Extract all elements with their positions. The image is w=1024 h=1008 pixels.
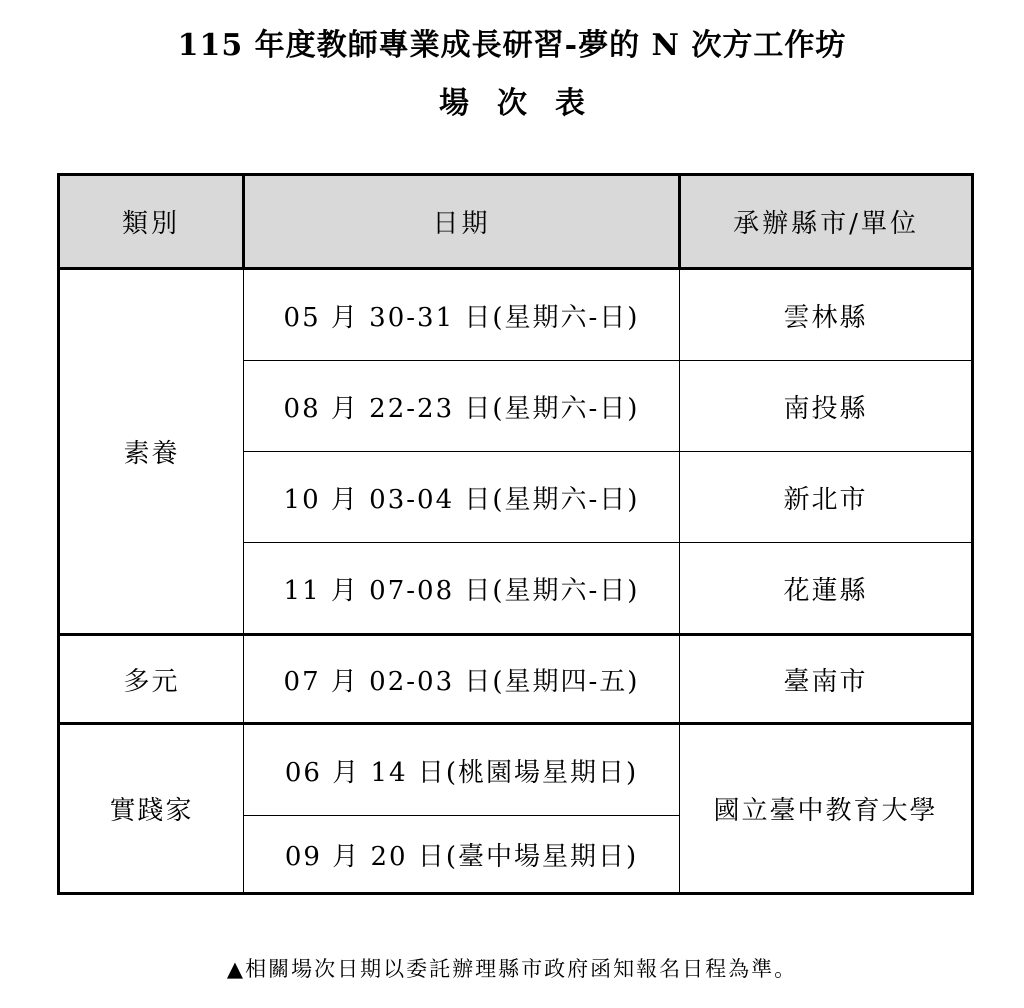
category-cell: 多元 [59,635,244,724]
table-row [59,635,973,724]
host-cell: 新北市 [680,452,973,543]
date-cell: 09 月 20 日(臺中場星期日) [244,816,680,894]
date-cell: 08 月 22-23 日(星期六-日) [244,361,680,452]
page-subtitle: 場次表 [439,86,613,121]
group-duoyuan [59,635,973,724]
date-cell: 05 月 30-31 日(星期六-日) [244,269,680,361]
header-category: 類別 [59,175,244,269]
header-host: 承辦縣市/單位 [680,175,973,269]
header-date: 日期 [244,175,680,269]
host-cell: 雲林縣 [680,269,973,361]
host-cell: 南投縣 [680,361,973,452]
category-cell: 素養 [59,269,244,635]
host-cell: 國立臺中教育大學 [680,724,973,894]
date-cell: 10 月 03-04 日(星期六-日) [244,452,680,543]
table-header-row [59,175,973,269]
date-cell: 11 月 07-08 日(星期六-日) [244,543,680,635]
table-row [59,269,973,361]
group-shijianjia [59,724,973,894]
table-row [59,724,973,816]
schedule-table [57,173,974,895]
date-cell: 07 月 02-03 日(星期四-五) [244,635,680,724]
page-title: 115 年度教師專業成長研習-夢的 N 次方工作坊 [177,28,847,63]
category-cell: 實踐家 [59,724,244,894]
host-cell: 花蓮縣 [680,543,973,635]
date-cell: 06 月 14 日(桃園場星期日) [244,724,680,816]
host-cell: 臺南市 [680,635,973,724]
footnote: ▲相關場次日期以委託辦理縣市政府函知報名日程為準。 [226,957,798,981]
group-suyang [59,269,973,635]
